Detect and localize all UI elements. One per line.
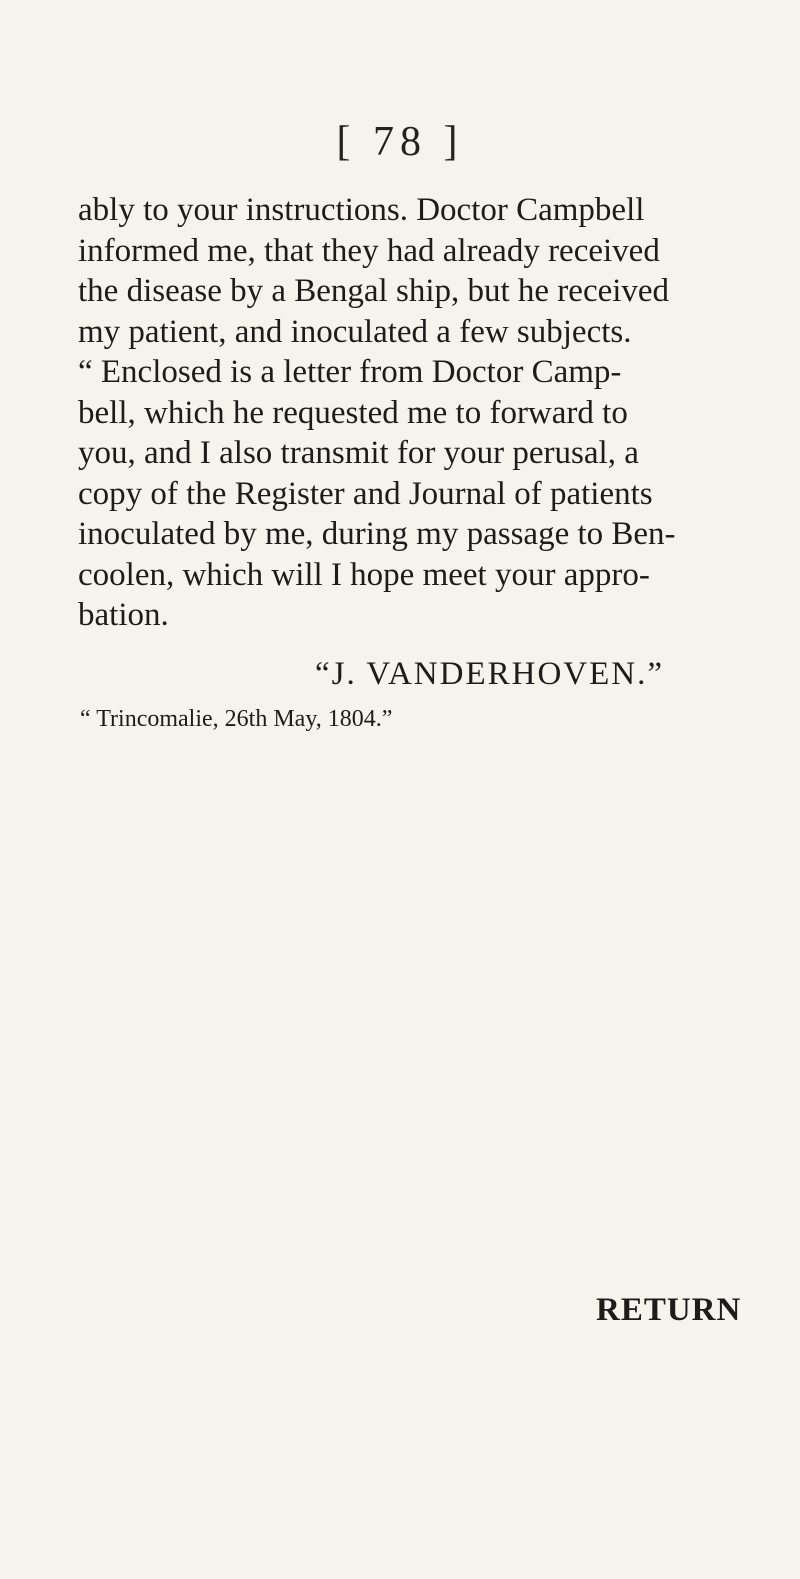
text-line: coolen, which will I hope meet your appro- — [78, 556, 650, 593]
catchword: RETURN — [596, 1292, 742, 1328]
page-number: [ 78 ] — [336, 119, 464, 165]
signature: “J. VANDERHOVEN.” — [315, 656, 665, 692]
text-line: ably to your instructions. Doctor Campbell — [78, 192, 645, 228]
text-line: informed me, that they had already received — [78, 232, 660, 269]
text-line: bation. — [78, 597, 169, 633]
text-line: the disease by a Bengal ship, but he received — [78, 273, 670, 309]
text-line: copy of the Register and Journal of patients — [78, 475, 653, 512]
place-date: “ Trincomalie, 26th May, 1804.” — [80, 706, 393, 732]
text-line: inoculated by me, during my passage to Ben- — [78, 516, 676, 552]
text-line: you, and I also transmit for your perusal, a — [78, 435, 639, 471]
letter-body — [78, 190, 738, 636]
text-line: “ Enclosed is a letter from Doctor Camp- — [78, 354, 622, 390]
text-line: bell, which he requested me to forward to — [78, 394, 628, 431]
text-line: my patient, and inoculated a few subjects. — [78, 313, 632, 350]
